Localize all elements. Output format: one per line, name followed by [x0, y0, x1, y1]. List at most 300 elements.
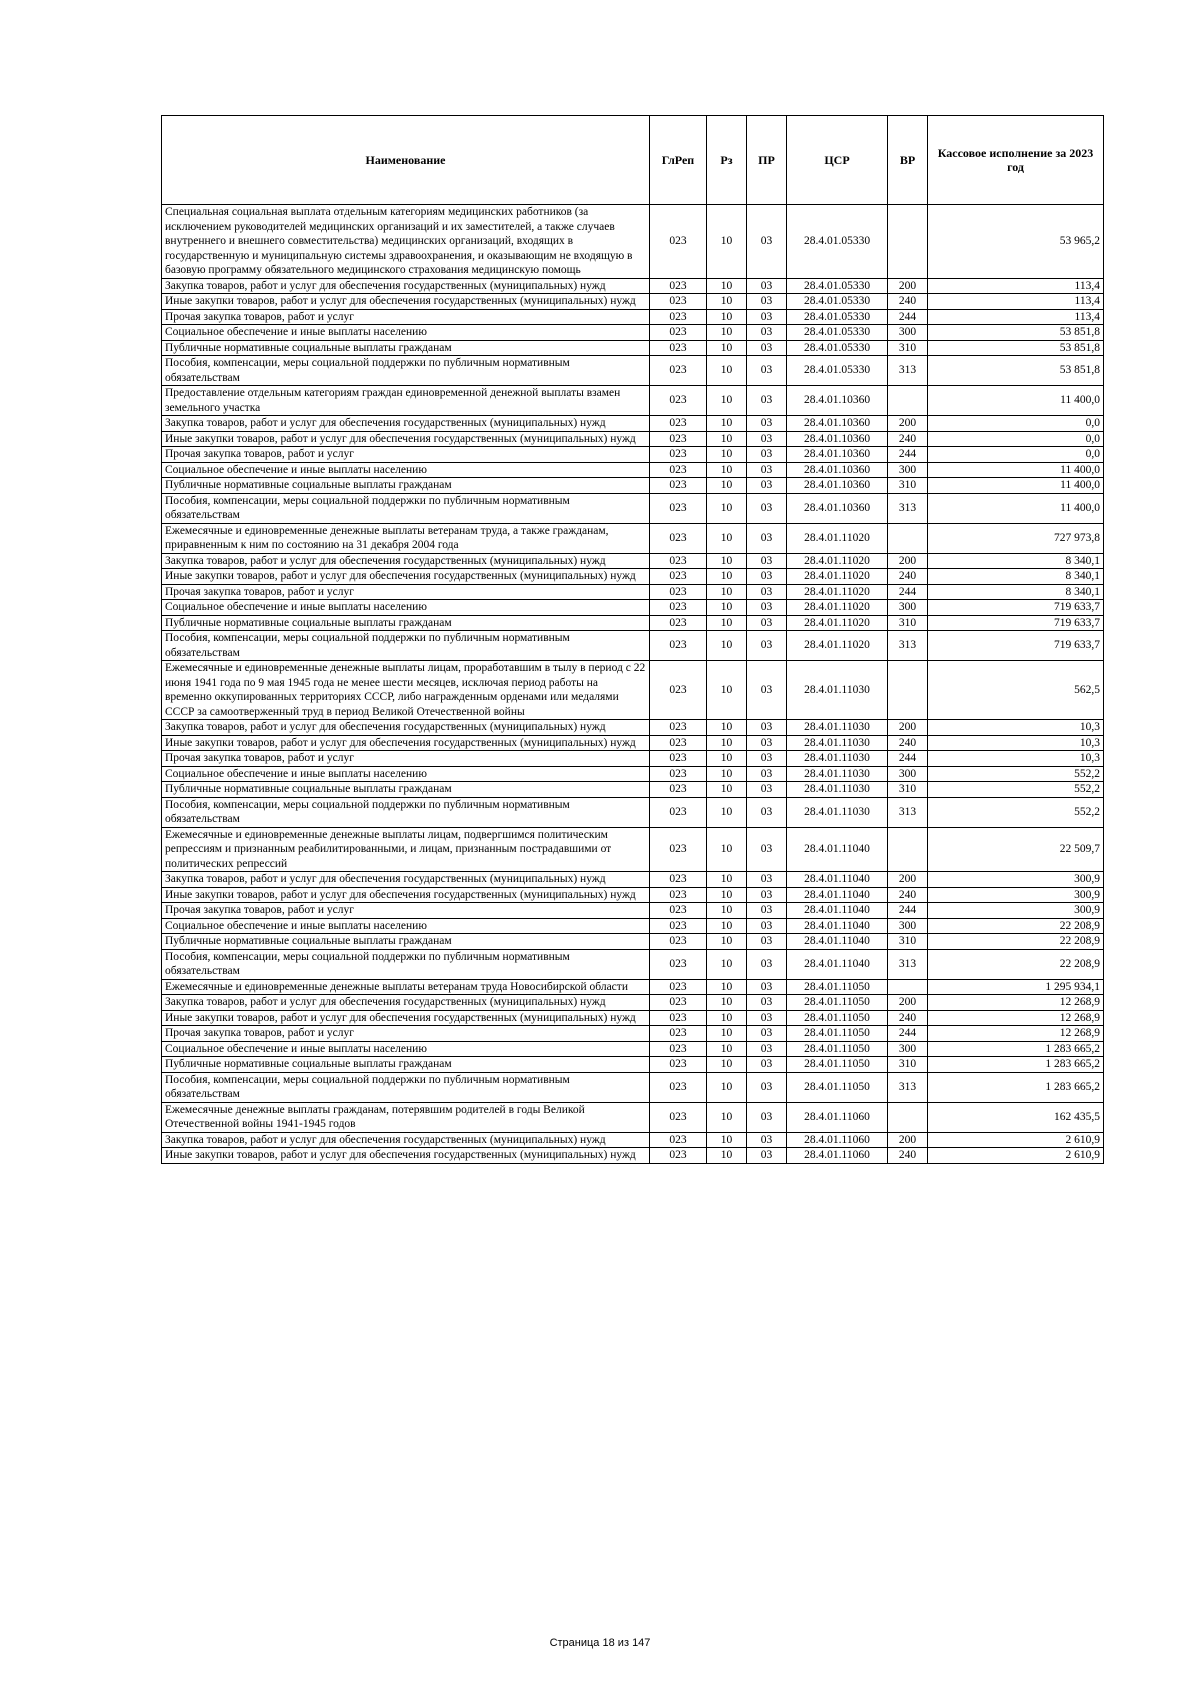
- cell-rz: 10: [707, 205, 747, 279]
- cell-glrep: 023: [650, 493, 707, 523]
- cell-name: Ежемесячные и единовременные денежные выплаты лицам, подвергшимся политическим репрессиям и признанным реабилитированными, и лицам, признанным пострадавшими от политических репрессий: [162, 827, 650, 872]
- cell-rz: 10: [707, 340, 747, 356]
- cell-rz: 10: [707, 827, 747, 872]
- cell-amount: 300,9: [928, 903, 1104, 919]
- cell-pr: 03: [747, 386, 787, 416]
- cell-glrep: 023: [650, 600, 707, 616]
- cell-rz: 10: [707, 462, 747, 478]
- table-row: [162, 431, 1104, 447]
- cell-name: Публичные нормативные социальные выплаты гражданам: [162, 615, 650, 631]
- cell-glrep: 023: [650, 584, 707, 600]
- cell-glrep: 023: [650, 356, 707, 386]
- cell-pr: 03: [747, 1057, 787, 1073]
- cell-pr: 03: [747, 949, 787, 979]
- table-row: [162, 872, 1104, 888]
- cell-vr: 310: [888, 478, 928, 494]
- cell-glrep: 023: [650, 903, 707, 919]
- cell-pr: 03: [747, 1010, 787, 1026]
- cell-name: Иные закупки товаров, работ и услуг для обеспечения государственных (муниципальных) нужд: [162, 887, 650, 903]
- cell-vr: 244: [888, 584, 928, 600]
- cell-glrep: 023: [650, 995, 707, 1011]
- cell-pr: 03: [747, 751, 787, 767]
- cell-pr: 03: [747, 615, 787, 631]
- cell-name: Иные закупки товаров, работ и услуг для обеспечения государственных (муниципальных) нужд: [162, 569, 650, 585]
- cell-amount: 12 268,9: [928, 1010, 1104, 1026]
- page-label: Страница: [549, 1637, 600, 1649]
- table-header-row: [162, 116, 1104, 205]
- cell-csr: 28.4.01.05330: [787, 278, 888, 294]
- budget-execution-table: [161, 115, 1104, 1164]
- cell-vr: 240: [888, 1010, 928, 1026]
- cell-glrep: 023: [650, 478, 707, 494]
- cell-name: Прочая закупка товаров, работ и услуг: [162, 447, 650, 463]
- cell-name: Закупка товаров, работ и услуг для обеспечения государственных (муниципальных) нужд: [162, 278, 650, 294]
- cell-csr: 28.4.01.11030: [787, 766, 888, 782]
- cell-name: Прочая закупка товаров, работ и услуг: [162, 309, 650, 325]
- cell-rz: 10: [707, 918, 747, 934]
- table-row: [162, 1132, 1104, 1148]
- cell-amount: 10,3: [928, 720, 1104, 736]
- cell-name: Закупка товаров, работ и услуг для обеспечения государственных (муниципальных) нужд: [162, 416, 650, 432]
- cell-name: Публичные нормативные социальные выплаты гражданам: [162, 934, 650, 950]
- table-row: [162, 1148, 1104, 1164]
- cell-vr: 300: [888, 600, 928, 616]
- cell-rz: 10: [707, 1010, 747, 1026]
- cell-glrep: 023: [650, 386, 707, 416]
- cell-vr: 240: [888, 887, 928, 903]
- cell-rz: 10: [707, 797, 747, 827]
- cell-csr: 28.4.01.11050: [787, 1057, 888, 1073]
- cell-name: Иные закупки товаров, работ и услуг для обеспечения государственных (муниципальных) нужд: [162, 1148, 650, 1164]
- cell-amount: 727 973,8: [928, 523, 1104, 553]
- cell-name: Социальное обеспечение и иные выплаты населению: [162, 600, 650, 616]
- cell-name: Предоставление отдельным категориям граждан единовременной денежной выплаты взамен земельного участка: [162, 386, 650, 416]
- table-row: [162, 949, 1104, 979]
- cell-csr: 28.4.01.11030: [787, 661, 888, 720]
- cell-vr: 244: [888, 1026, 928, 1042]
- cell-pr: 03: [747, 1102, 787, 1132]
- cell-pr: 03: [747, 1132, 787, 1148]
- table-row: [162, 1072, 1104, 1102]
- cell-csr: 28.4.01.11040: [787, 827, 888, 872]
- cell-glrep: 023: [650, 934, 707, 950]
- cell-pr: 03: [747, 416, 787, 432]
- cell-name: Ежемесячные денежные выплаты гражданам, потерявшим родителей в годы Великой Отечественной войны 1941-1945 годов: [162, 1102, 650, 1132]
- cell-csr: 28.4.01.10360: [787, 386, 888, 416]
- cell-amount: 113,4: [928, 278, 1104, 294]
- cell-rz: 10: [707, 631, 747, 661]
- table-row: [162, 1026, 1104, 1042]
- cell-rz: 10: [707, 294, 747, 310]
- cell-amount: 8 340,1: [928, 553, 1104, 569]
- cell-csr: 28.4.01.11020: [787, 600, 888, 616]
- cell-rz: 10: [707, 1148, 747, 1164]
- cell-name: Пособия, компенсации, меры социальной поддержки по публичным нормативным обязательствам: [162, 949, 650, 979]
- cell-vr: 200: [888, 995, 928, 1011]
- cell-name: Ежемесячные и единовременные денежные выплаты ветеранам труда Новосибирской области: [162, 979, 650, 995]
- cell-csr: 28.4.01.11030: [787, 720, 888, 736]
- cell-pr: 03: [747, 766, 787, 782]
- table-body: [162, 205, 1104, 1164]
- cell-name: Закупка товаров, работ и услуг для обеспечения государственных (муниципальных) нужд: [162, 1132, 650, 1148]
- cell-pr: 03: [747, 600, 787, 616]
- cell-name: Публичные нормативные социальные выплаты гражданам: [162, 1057, 650, 1073]
- cell-glrep: 023: [650, 205, 707, 279]
- cell-csr: 28.4.01.11040: [787, 903, 888, 919]
- cell-name: Прочая закупка товаров, работ и услуг: [162, 751, 650, 767]
- cell-amount: 53 851,8: [928, 340, 1104, 356]
- cell-rz: 10: [707, 872, 747, 888]
- page-current: 18: [602, 1637, 615, 1649]
- cell-name: Публичные нормативные социальные выплаты гражданам: [162, 340, 650, 356]
- cell-amount: 552,2: [928, 766, 1104, 782]
- cell-pr: 03: [747, 340, 787, 356]
- cell-vr: [888, 1102, 928, 1132]
- cell-name: Социальное обеспечение и иные выплаты населению: [162, 325, 650, 341]
- cell-name: Социальное обеспечение и иные выплаты населению: [162, 766, 650, 782]
- cell-glrep: 023: [650, 735, 707, 751]
- cell-rz: 10: [707, 615, 747, 631]
- cell-csr: 28.4.01.10360: [787, 478, 888, 494]
- cell-pr: 03: [747, 887, 787, 903]
- cell-amount: 22 509,7: [928, 827, 1104, 872]
- table-row: [162, 1102, 1104, 1132]
- table-row: [162, 735, 1104, 751]
- cell-csr: 28.4.01.05330: [787, 340, 888, 356]
- cell-name: Социальное обеспечение и иные выплаты населению: [162, 1041, 650, 1057]
- table-row: [162, 278, 1104, 294]
- cell-vr: 240: [888, 735, 928, 751]
- cell-vr: 313: [888, 949, 928, 979]
- cell-csr: 28.4.01.05330: [787, 356, 888, 386]
- cell-pr: 03: [747, 278, 787, 294]
- cell-amount: 8 340,1: [928, 569, 1104, 585]
- cell-rz: 10: [707, 600, 747, 616]
- cell-glrep: 023: [650, 751, 707, 767]
- cell-rz: 10: [707, 720, 747, 736]
- cell-name: Иные закупки товаров, работ и услуг для обеспечения государственных (муниципальных) нужд: [162, 1010, 650, 1026]
- cell-csr: 28.4.01.11050: [787, 1026, 888, 1042]
- cell-csr: 28.4.01.11060: [787, 1132, 888, 1148]
- cell-glrep: 023: [650, 1148, 707, 1164]
- cell-glrep: 023: [650, 569, 707, 585]
- cell-rz: 10: [707, 766, 747, 782]
- cell-amount: 1 283 665,2: [928, 1041, 1104, 1057]
- cell-amount: 53 965,2: [928, 205, 1104, 279]
- cell-csr: 28.4.01.11060: [787, 1102, 888, 1132]
- cell-rz: 10: [707, 782, 747, 798]
- cell-glrep: 023: [650, 720, 707, 736]
- cell-csr: 28.4.01.11020: [787, 584, 888, 600]
- cell-rz: 10: [707, 569, 747, 585]
- cell-pr: 03: [747, 478, 787, 494]
- cell-name: Ежемесячные и единовременные денежные выплаты ветеранам труда, а также гражданам, приравненным к ним по состоянию на 31 декабря 2004 года: [162, 523, 650, 553]
- cell-glrep: 023: [650, 1072, 707, 1102]
- cell-amount: 22 208,9: [928, 918, 1104, 934]
- cell-csr: 28.4.01.10360: [787, 447, 888, 463]
- cell-vr: 240: [888, 569, 928, 585]
- cell-csr: 28.4.01.11050: [787, 979, 888, 995]
- cell-glrep: 023: [650, 1102, 707, 1132]
- cell-vr: 244: [888, 309, 928, 325]
- cell-pr: 03: [747, 1041, 787, 1057]
- page-footer: [0, 1637, 1200, 1649]
- cell-csr: 28.4.01.11040: [787, 918, 888, 934]
- cell-rz: 10: [707, 493, 747, 523]
- table-row: [162, 416, 1104, 432]
- cell-vr: 310: [888, 1057, 928, 1073]
- cell-vr: 200: [888, 1132, 928, 1148]
- table-row: [162, 1010, 1104, 1026]
- cell-rz: 10: [707, 934, 747, 950]
- cell-glrep: 023: [650, 416, 707, 432]
- table-row: [162, 782, 1104, 798]
- cell-name: Иные закупки товаров, работ и услуг для обеспечения государственных (муниципальных) нужд: [162, 735, 650, 751]
- table-row: [162, 797, 1104, 827]
- cell-name: Социальное обеспечение и иные выплаты населению: [162, 462, 650, 478]
- cell-amount: 719 633,7: [928, 600, 1104, 616]
- table-row: [162, 478, 1104, 494]
- cell-amount: 2 610,9: [928, 1132, 1104, 1148]
- cell-amount: 53 851,8: [928, 356, 1104, 386]
- table-row: [162, 995, 1104, 1011]
- cell-rz: 10: [707, 1026, 747, 1042]
- cell-name: Социальное обеспечение и иные выплаты населению: [162, 918, 650, 934]
- cell-rz: 10: [707, 751, 747, 767]
- cell-amount: 1 283 665,2: [928, 1072, 1104, 1102]
- cell-name: Иные закупки товаров, работ и услуг для обеспечения государственных (муниципальных) нужд: [162, 431, 650, 447]
- cell-rz: 10: [707, 356, 747, 386]
- table-row: [162, 751, 1104, 767]
- cell-csr: 28.4.01.11020: [787, 523, 888, 553]
- cell-rz: 10: [707, 1041, 747, 1057]
- cell-pr: 03: [747, 1148, 787, 1164]
- table-row: [162, 631, 1104, 661]
- cell-rz: 10: [707, 903, 747, 919]
- cell-vr: 310: [888, 615, 928, 631]
- cell-amount: 1 283 665,2: [928, 1057, 1104, 1073]
- cell-amount: 552,2: [928, 782, 1104, 798]
- cell-glrep: 023: [650, 462, 707, 478]
- cell-csr: 28.4.01.11020: [787, 615, 888, 631]
- table-row: [162, 205, 1104, 279]
- cell-rz: 10: [707, 1057, 747, 1073]
- cell-csr: 28.4.01.05330: [787, 205, 888, 279]
- cell-csr: 28.4.01.11020: [787, 569, 888, 585]
- cell-amount: 22 208,9: [928, 934, 1104, 950]
- cell-rz: 10: [707, 661, 747, 720]
- page-total: 147: [632, 1637, 651, 1649]
- cell-csr: 28.4.01.11030: [787, 751, 888, 767]
- table-row: [162, 903, 1104, 919]
- table-row: [162, 661, 1104, 720]
- cell-vr: [888, 386, 928, 416]
- table-row: [162, 979, 1104, 995]
- cell-csr: 28.4.01.11050: [787, 1072, 888, 1102]
- cell-csr: 28.4.01.10360: [787, 416, 888, 432]
- header-csr: ЦСР: [787, 116, 888, 205]
- cell-glrep: 023: [650, 661, 707, 720]
- cell-vr: 244: [888, 751, 928, 767]
- cell-name: Пособия, компенсации, меры социальной поддержки по публичным нормативным обязательствам: [162, 493, 650, 523]
- cell-name: Пособия, компенсации, меры социальной поддержки по публичным нормативным обязательствам: [162, 631, 650, 661]
- cell-rz: 10: [707, 278, 747, 294]
- cell-pr: 03: [747, 797, 787, 827]
- cell-rz: 10: [707, 325, 747, 341]
- cell-glrep: 023: [650, 979, 707, 995]
- cell-vr: 300: [888, 918, 928, 934]
- cell-pr: 03: [747, 523, 787, 553]
- table-row: [162, 1057, 1104, 1073]
- cell-name: Прочая закупка товаров, работ и услуг: [162, 903, 650, 919]
- cell-rz: 10: [707, 553, 747, 569]
- cell-glrep: 023: [650, 1041, 707, 1057]
- header-amount: Кассовое исполнение за 2023 год: [928, 116, 1104, 205]
- cell-amount: 10,3: [928, 751, 1104, 767]
- cell-pr: 03: [747, 205, 787, 279]
- cell-glrep: 023: [650, 1132, 707, 1148]
- cell-rz: 10: [707, 949, 747, 979]
- cell-glrep: 023: [650, 278, 707, 294]
- cell-vr: 200: [888, 553, 928, 569]
- cell-amount: 113,4: [928, 309, 1104, 325]
- cell-glrep: 023: [650, 887, 707, 903]
- cell-amount: 113,4: [928, 294, 1104, 310]
- cell-glrep: 023: [650, 631, 707, 661]
- cell-pr: 03: [747, 462, 787, 478]
- cell-pr: 03: [747, 735, 787, 751]
- cell-csr: 28.4.01.11060: [787, 1148, 888, 1164]
- table-row: [162, 827, 1104, 872]
- cell-csr: 28.4.01.11020: [787, 631, 888, 661]
- cell-amount: 552,2: [928, 797, 1104, 827]
- cell-rz: 10: [707, 523, 747, 553]
- cell-vr: [888, 205, 928, 279]
- cell-name: Иные закупки товаров, работ и услуг для обеспечения государственных (муниципальных) нужд: [162, 294, 650, 310]
- cell-pr: 03: [747, 584, 787, 600]
- cell-rz: 10: [707, 309, 747, 325]
- cell-pr: 03: [747, 872, 787, 888]
- cell-amount: 300,9: [928, 872, 1104, 888]
- cell-vr: 310: [888, 340, 928, 356]
- cell-amount: 8 340,1: [928, 584, 1104, 600]
- cell-amount: 11 400,0: [928, 462, 1104, 478]
- header-glrep: ГлРеп: [650, 116, 707, 205]
- cell-vr: 313: [888, 797, 928, 827]
- table-row: [162, 615, 1104, 631]
- cell-vr: [888, 523, 928, 553]
- cell-pr: 03: [747, 447, 787, 463]
- cell-pr: 03: [747, 356, 787, 386]
- table-row: [162, 720, 1104, 736]
- table-row: [162, 356, 1104, 386]
- cell-vr: 300: [888, 325, 928, 341]
- cell-amount: 562,5: [928, 661, 1104, 720]
- cell-vr: 200: [888, 720, 928, 736]
- table-row: [162, 600, 1104, 616]
- cell-glrep: 023: [650, 827, 707, 872]
- cell-glrep: 023: [650, 918, 707, 934]
- cell-vr: 300: [888, 766, 928, 782]
- cell-glrep: 023: [650, 325, 707, 341]
- page-of: из: [617, 1637, 629, 1649]
- cell-rz: 10: [707, 431, 747, 447]
- table-row: [162, 934, 1104, 950]
- cell-pr: 03: [747, 979, 787, 995]
- cell-vr: 240: [888, 294, 928, 310]
- cell-pr: 03: [747, 553, 787, 569]
- cell-glrep: 023: [650, 949, 707, 979]
- cell-glrep: 023: [650, 431, 707, 447]
- cell-vr: 200: [888, 416, 928, 432]
- cell-name: Закупка товаров, работ и услуг для обеспечения государственных (муниципальных) нужд: [162, 720, 650, 736]
- cell-pr: 03: [747, 661, 787, 720]
- cell-pr: 03: [747, 631, 787, 661]
- cell-pr: 03: [747, 325, 787, 341]
- cell-amount: 162 435,5: [928, 1102, 1104, 1132]
- table-row: [162, 918, 1104, 934]
- cell-csr: 28.4.01.11040: [787, 949, 888, 979]
- table-row: [162, 766, 1104, 782]
- cell-rz: 10: [707, 1072, 747, 1102]
- cell-name: Публичные нормативные социальные выплаты гражданам: [162, 782, 650, 798]
- cell-csr: 28.4.01.11050: [787, 995, 888, 1011]
- cell-vr: 244: [888, 447, 928, 463]
- cell-amount: 11 400,0: [928, 493, 1104, 523]
- cell-glrep: 023: [650, 1057, 707, 1073]
- cell-pr: 03: [747, 934, 787, 950]
- cell-glrep: 023: [650, 782, 707, 798]
- cell-pr: 03: [747, 720, 787, 736]
- cell-rz: 10: [707, 979, 747, 995]
- cell-pr: 03: [747, 493, 787, 523]
- cell-csr: 28.4.01.11040: [787, 872, 888, 888]
- cell-vr: 310: [888, 934, 928, 950]
- cell-amount: 22 208,9: [928, 949, 1104, 979]
- cell-pr: 03: [747, 995, 787, 1011]
- cell-amount: 12 268,9: [928, 1026, 1104, 1042]
- table-row: [162, 493, 1104, 523]
- cell-name: Пособия, компенсации, меры социальной поддержки по публичным нормативным обязательствам: [162, 356, 650, 386]
- cell-pr: 03: [747, 569, 787, 585]
- cell-amount: 12 268,9: [928, 995, 1104, 1011]
- cell-vr: [888, 661, 928, 720]
- cell-pr: 03: [747, 1026, 787, 1042]
- cell-glrep: 023: [650, 309, 707, 325]
- cell-csr: 28.4.01.11030: [787, 797, 888, 827]
- cell-glrep: 023: [650, 615, 707, 631]
- cell-csr: 28.4.01.11040: [787, 887, 888, 903]
- cell-csr: 28.4.01.11050: [787, 1010, 888, 1026]
- table-row: [162, 340, 1104, 356]
- cell-csr: 28.4.01.11050: [787, 1041, 888, 1057]
- table-row: [162, 386, 1104, 416]
- cell-amount: 2 610,9: [928, 1148, 1104, 1164]
- cell-glrep: 023: [650, 447, 707, 463]
- cell-name: Закупка товаров, работ и услуг для обеспечения государственных (муниципальных) нужд: [162, 553, 650, 569]
- cell-name: Ежемесячные и единовременные денежные выплаты лицам, проработавшим в тылу в период с 22 июня 1941 года по 9 мая 1945 года не менее шести месяцев, исключая период работы на временно оккупированных территориях СССР, либо награжденным орденами или медалями СССР за самоотверженный труд в период Великой Отечественной войны: [162, 661, 650, 720]
- cell-amount: 300,9: [928, 887, 1104, 903]
- header-vr: ВР: [888, 116, 928, 205]
- cell-rz: 10: [707, 386, 747, 416]
- cell-vr: 244: [888, 903, 928, 919]
- table-row: [162, 309, 1104, 325]
- cell-vr: 240: [888, 431, 928, 447]
- cell-amount: 10,3: [928, 735, 1104, 751]
- cell-name: Прочая закупка товаров, работ и услуг: [162, 584, 650, 600]
- cell-glrep: 023: [650, 340, 707, 356]
- cell-csr: 28.4.01.11030: [787, 735, 888, 751]
